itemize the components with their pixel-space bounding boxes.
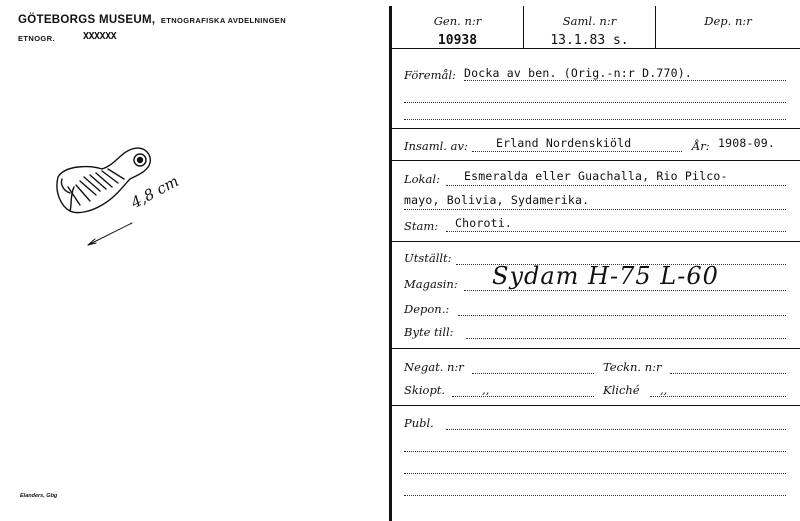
saml-nr-value: 13.1.83 s.	[550, 33, 629, 48]
lokal-line-2	[404, 209, 786, 210]
header-rule	[389, 48, 800, 49]
lokal-value-2: mayo, Bolivia, Sydamerika.	[404, 193, 590, 207]
ar-value: 1908-09.	[718, 136, 775, 150]
skiopt-line	[452, 396, 594, 397]
publ-line-2	[404, 451, 786, 452]
stam-line	[446, 231, 786, 232]
skiopt-ditto: ,,	[482, 383, 490, 397]
museum-department: ETNOGRAFISKA AVDELNINGEN	[160, 16, 287, 25]
dep-nr-label: Dep. n:r	[704, 14, 752, 28]
section-rule-5	[389, 405, 800, 406]
foremal-line	[464, 80, 786, 81]
scale-note: 4,8 cm	[128, 171, 182, 212]
saml-nr-label: Saml. n:r	[562, 14, 617, 28]
kliche-label: Kliché	[603, 383, 640, 397]
lokal-value-1: Esmeralda eller Guachalla, Rio Pilco-	[464, 169, 728, 183]
teckn-line	[670, 373, 786, 374]
section-rule-2	[389, 160, 800, 161]
insaml-line	[472, 151, 682, 152]
lokal-label: Lokal:	[404, 172, 440, 186]
publ-label: Publ.	[404, 416, 434, 430]
negat-line	[472, 373, 594, 374]
gen-nr-value: 10938	[437, 33, 478, 48]
utstallt-label: Utställt:	[404, 251, 452, 265]
publ-line-4	[404, 495, 786, 496]
skiopt-label: Skiopt.	[404, 383, 446, 397]
section-rule-4	[389, 348, 800, 349]
magasin-value: Sydam H-75 L-60	[492, 262, 719, 290]
museum-header	[18, 14, 286, 26]
lokal-line-1	[446, 185, 786, 186]
depon-line	[458, 315, 786, 316]
ar-label: År:	[692, 139, 710, 153]
teckn-label: Teckn. n:r	[603, 360, 662, 374]
depon-label: Depon.:	[404, 302, 450, 316]
section-rule-1	[389, 128, 800, 129]
stam-value: Choroti.	[455, 216, 512, 230]
publ-line-1	[446, 429, 786, 430]
foremal-value: Docka av ben. (Orig.-n:r D.770).	[464, 66, 692, 80]
museum-name: GÖTEBORGS MUSEUM,	[18, 14, 156, 26]
etnogr-label: ETNOGR.	[18, 34, 55, 43]
foremal-line-3	[404, 119, 786, 120]
byte-line	[466, 338, 786, 339]
stam-label: Stam:	[404, 219, 439, 233]
kliche-line	[650, 396, 786, 397]
publ-line-3	[404, 473, 786, 474]
gen-nr-label: Gen. n:r	[433, 14, 482, 28]
negat-label: Negat. n:r	[404, 360, 464, 374]
kliche-ditto: ,,	[660, 383, 668, 397]
foremal-line-2	[404, 102, 786, 103]
printer-mark: Elanders, Gbg	[20, 493, 58, 499]
byte-label: Byte till:	[404, 325, 454, 339]
section-rule-3	[389, 241, 800, 242]
insaml-value: Erland Nordenskiöld	[496, 136, 632, 150]
magasin-line	[464, 290, 786, 291]
etnogr-code: XXXXXX	[83, 31, 117, 42]
magasin-label: Magasin:	[404, 277, 458, 291]
bone-doll-sketch	[40, 135, 200, 250]
foremal-label: Föremål:	[404, 68, 456, 82]
insaml-label: Insaml. av:	[404, 139, 468, 153]
